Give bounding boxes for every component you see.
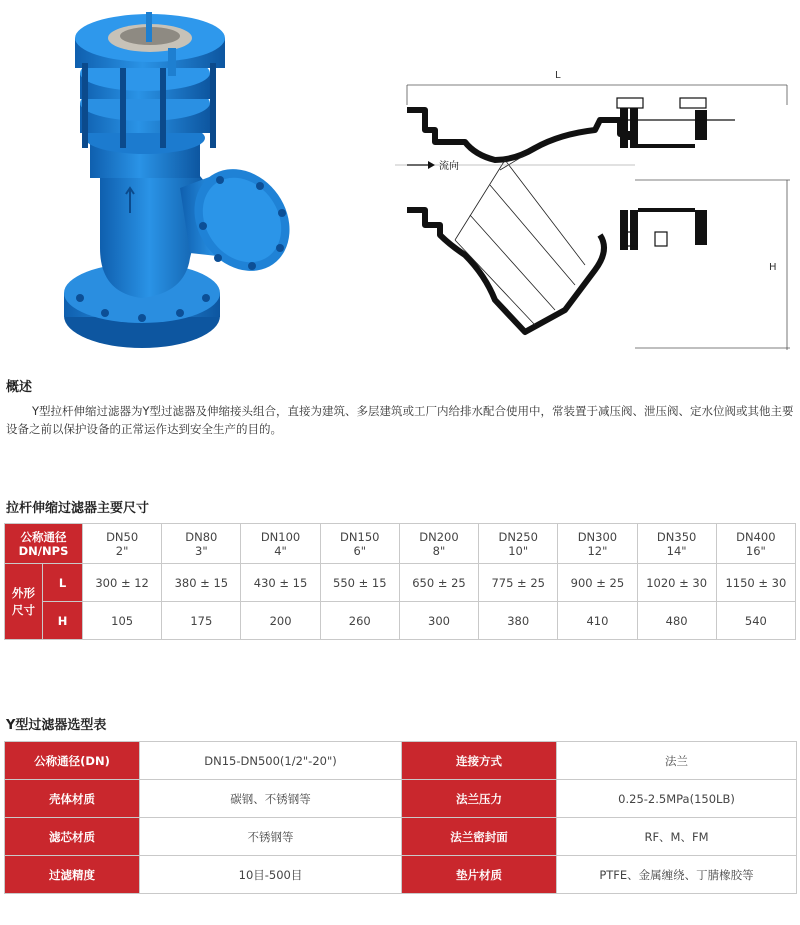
spec-value: PTFE、金属缠绕、丁腈橡胶等 bbox=[557, 856, 797, 894]
l-value-cell: 430 ± 15 bbox=[241, 564, 320, 602]
table-row bbox=[5, 564, 796, 602]
table-row bbox=[5, 780, 797, 818]
dimensions-title: 拉杆伸缩过滤器主要尺寸 bbox=[6, 501, 150, 516]
l-value-cell: 300 ± 12 bbox=[83, 564, 162, 602]
spec-key: 滤芯材质 bbox=[5, 818, 140, 856]
dimensions-table bbox=[4, 523, 796, 640]
spec-value: DN15-DN500(1/2"-20") bbox=[140, 742, 402, 780]
table-row bbox=[5, 856, 797, 894]
l-value-cell: 650 ± 25 bbox=[399, 564, 478, 602]
length-label: L bbox=[555, 70, 561, 81]
table-row bbox=[5, 602, 796, 640]
flow-label: 流向 bbox=[439, 161, 459, 172]
l-value-cell: 1150 ± 30 bbox=[716, 564, 795, 602]
selection-table bbox=[4, 741, 797, 894]
spec-value: 法兰 bbox=[557, 742, 797, 780]
l-value-cell: 550 ± 15 bbox=[320, 564, 399, 602]
l-value-cell: 900 ± 25 bbox=[558, 564, 637, 602]
height-label: H bbox=[769, 262, 777, 273]
dn-cell: DN100 4" bbox=[241, 524, 320, 564]
spec-key: 公称通径(DN) bbox=[5, 742, 140, 780]
overview-paragraph: Y型拉杆伸缩过滤器为Y型过滤器及伸缩接头组合，直接为建筑、多层建筑或工厂内给排水配合使用中，常装置于减压阀、泄压阀、定水位阀或其他主要设备之前以保护设备的正常运作达到安全生产的目的。 bbox=[6, 404, 794, 436]
spec-value: 0.25-2.5MPa(150LB) bbox=[557, 780, 797, 818]
dn-header-cell bbox=[5, 524, 83, 564]
spec-value: 10目-500目 bbox=[140, 856, 402, 894]
l-value-cell: 380 ± 15 bbox=[162, 564, 241, 602]
h-value-cell: 410 bbox=[558, 602, 637, 640]
h-value-cell: 480 bbox=[637, 602, 716, 640]
h-value-cell: 540 bbox=[716, 602, 795, 640]
spec-key: 法兰密封面 bbox=[402, 818, 557, 856]
spec-value: 碳钢、不锈钢等 bbox=[140, 780, 402, 818]
dn-cell: DN150 6" bbox=[320, 524, 399, 564]
table-row bbox=[5, 818, 797, 856]
spec-key: 法兰压力 bbox=[402, 780, 557, 818]
selection-title: Y型过滤器选型表 bbox=[6, 718, 107, 733]
l-value-cell: 775 ± 25 bbox=[479, 564, 558, 602]
h-value-cell: 260 bbox=[320, 602, 399, 640]
h-value-cell: 105 bbox=[83, 602, 162, 640]
dn-cell: DN300 12" bbox=[558, 524, 637, 564]
h-value-cell: 175 bbox=[162, 602, 241, 640]
spec-key: 过滤精度 bbox=[5, 856, 140, 894]
nps-header-label: DN/NPS bbox=[18, 543, 69, 558]
spec-value: 不锈钢等 bbox=[140, 818, 402, 856]
dn-cell: DN400 16" bbox=[716, 524, 795, 564]
h-value-cell: 300 bbox=[399, 602, 478, 640]
h-value-cell: 200 bbox=[241, 602, 320, 640]
spec-key: 连接方式 bbox=[402, 742, 557, 780]
dn-cell: DN250 10" bbox=[479, 524, 558, 564]
spec-key: 垫片材质 bbox=[402, 856, 557, 894]
spec-value: RF、M、FM bbox=[557, 818, 797, 856]
overview-title: 概述 bbox=[6, 380, 33, 395]
table-row bbox=[5, 524, 796, 564]
l-row-label: L bbox=[43, 564, 83, 602]
dn-cell: DN50 2" bbox=[83, 524, 162, 564]
spec-key: 壳体材质 bbox=[5, 780, 140, 818]
dn-cell: DN80 3" bbox=[162, 524, 241, 564]
h-value-cell: 380 bbox=[479, 602, 558, 640]
table-row bbox=[5, 742, 797, 780]
l-value-cell: 1020 ± 30 bbox=[637, 564, 716, 602]
dn-cell: DN350 14" bbox=[637, 524, 716, 564]
outline-size-header: 外形 尺寸 bbox=[5, 564, 43, 640]
dn-cell: DN200 8" bbox=[399, 524, 478, 564]
h-row-label: H bbox=[43, 602, 83, 640]
valve-product-image bbox=[60, 8, 320, 353]
dn-header-label: 公称通径 bbox=[20, 529, 67, 544]
cross-section-diagram bbox=[395, 60, 795, 355]
